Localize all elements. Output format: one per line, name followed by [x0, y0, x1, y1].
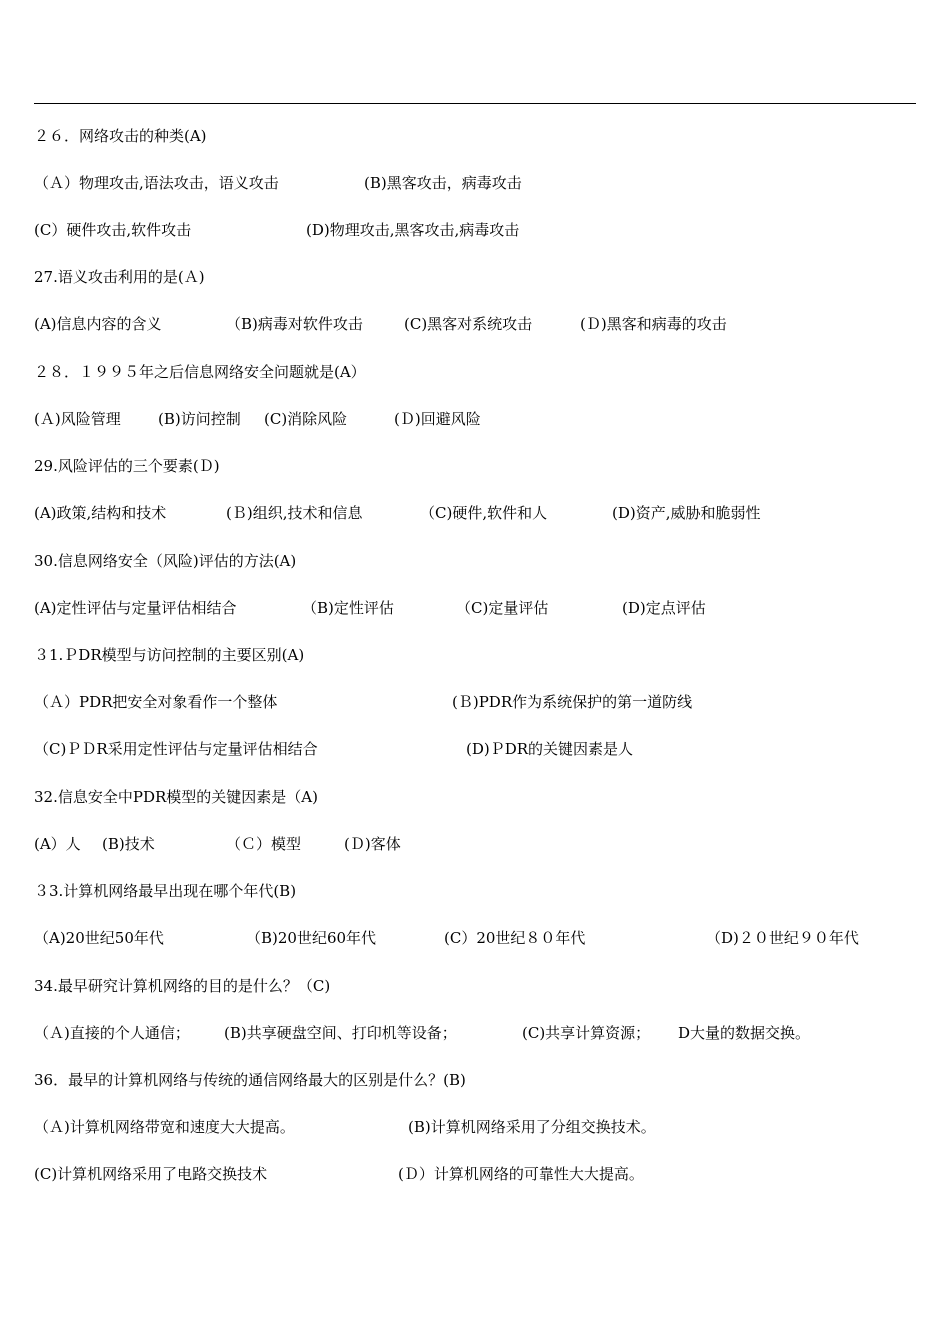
option-row [34, 692, 693, 712]
option-c: (C)计算机网络采用了电路交换技术 [34, 1165, 268, 1183]
option-c: (C)消除风险 [264, 410, 348, 428]
option-b: (B)黑客攻击，病毒攻击 [364, 174, 522, 192]
question-stem: 36．最早的计算机网络与传统的通信网络最大的区别是什么？(B) [34, 1071, 466, 1089]
header-rule [34, 103, 916, 104]
option-b: (B)共享硬盘空间、打印机等设备； [224, 1024, 457, 1042]
option-b: (Ｂ)组织,技术和信息 [226, 504, 363, 522]
option-row [34, 409, 481, 429]
option-c: （C)硬件,软件和人 [420, 504, 548, 522]
option-a: （A)20世纪50年代 [34, 929, 164, 947]
option-a: （Ａ)计算机网络带宽和速度大大提高。 [34, 1118, 295, 1136]
option-d: (Ｄ)黑客和病毒的攻击 [580, 315, 727, 333]
option-d: (D)定点评估 [622, 599, 706, 617]
option-row [34, 928, 859, 948]
question-stem: ２８．１９９５年之后信息网络安全问题就是(A） [34, 363, 366, 381]
option-b: (B)访问控制 [158, 410, 241, 428]
option-row [34, 503, 761, 523]
option-row [34, 1164, 644, 1184]
option-b: (B)计算机网络采用了分组交换技术。 [408, 1118, 656, 1136]
option-d: (D)ＰDR的关键因素是人 [466, 740, 634, 758]
option-b: (Ｂ)PDR作为系统保护的第一道防线 [452, 693, 693, 711]
option-d: (D)物理攻击,黑客攻击,病毒攻击 [306, 221, 520, 239]
option-c: （Ｃ）模型 [226, 835, 302, 853]
option-row [34, 220, 520, 240]
option-d: (D)资产,威胁和脆弱性 [612, 504, 761, 522]
option-row [34, 834, 401, 854]
question-stem: 27.语义攻击利用的是(Ａ) [34, 268, 205, 286]
option-a: (A)定性评估与定量评估相结合 [34, 599, 237, 617]
option-b: （B)20世纪60年代 [246, 929, 377, 947]
option-row [34, 1023, 811, 1043]
option-row [34, 314, 727, 334]
question-stem: 32.信息安全中PDR模型的关键因素是（A) [34, 788, 318, 806]
question-stem: ３1.ＰDR模型与访问控制的主要区别(A) [34, 646, 305, 664]
option-row [34, 598, 706, 618]
option-c: (C）硬件攻击,软件攻击 [34, 221, 192, 239]
option-d: (Ｄ)客体 [344, 835, 401, 853]
question-stem: 34.最早研究计算机网络的目的是什么？（C) [34, 977, 331, 995]
option-d: (Ｄ）计算机网络的可靠性大大提高。 [398, 1165, 644, 1183]
option-d: D大量的数据交换。 [678, 1024, 811, 1042]
option-a: （Ａ)直接的个人通信； [34, 1024, 190, 1042]
option-row [34, 173, 522, 193]
option-c: (C)共享计算资源； [522, 1024, 651, 1042]
option-row [34, 739, 634, 759]
option-c: （C)ＰＤR采用定性评估与定量评估相结合 [34, 740, 318, 758]
option-c: (C)黑客对系统攻击 [404, 315, 533, 333]
option-a: （Ａ）PDR把安全对象看作一个整体 [34, 693, 278, 711]
option-b: (B)技术 [102, 835, 155, 853]
option-b: （B)定性评估 [302, 599, 394, 617]
option-a: (A）人 [34, 835, 81, 853]
option-a: (A)信息内容的含义 [34, 315, 162, 333]
question-stem: ２６．网络攻击的种类(A) [34, 127, 207, 145]
question-stem: ３3.计算机网络最早出现在哪个年代(B) [34, 882, 297, 900]
question-stem: 29.风险评估的三个要素(Ｄ) [34, 457, 220, 475]
option-d: （D)２０世纪９０年代 [706, 929, 859, 947]
question-stem: 30.信息网络安全（风险)评估的方法(A) [34, 552, 297, 570]
option-a: (Ａ)风险管理 [34, 410, 121, 428]
option-c: （C)定量评估 [456, 599, 549, 617]
option-b: （B)病毒对软件攻击 [226, 315, 363, 333]
option-c: (C）20世纪８０年代 [444, 929, 586, 947]
option-row [34, 1117, 656, 1137]
option-a: （Ａ）物理攻击,语法攻击，语义攻击 [34, 174, 279, 192]
option-d: (Ｄ)回避风险 [394, 410, 481, 428]
option-a: (A)政策,结构和技术 [34, 504, 167, 522]
